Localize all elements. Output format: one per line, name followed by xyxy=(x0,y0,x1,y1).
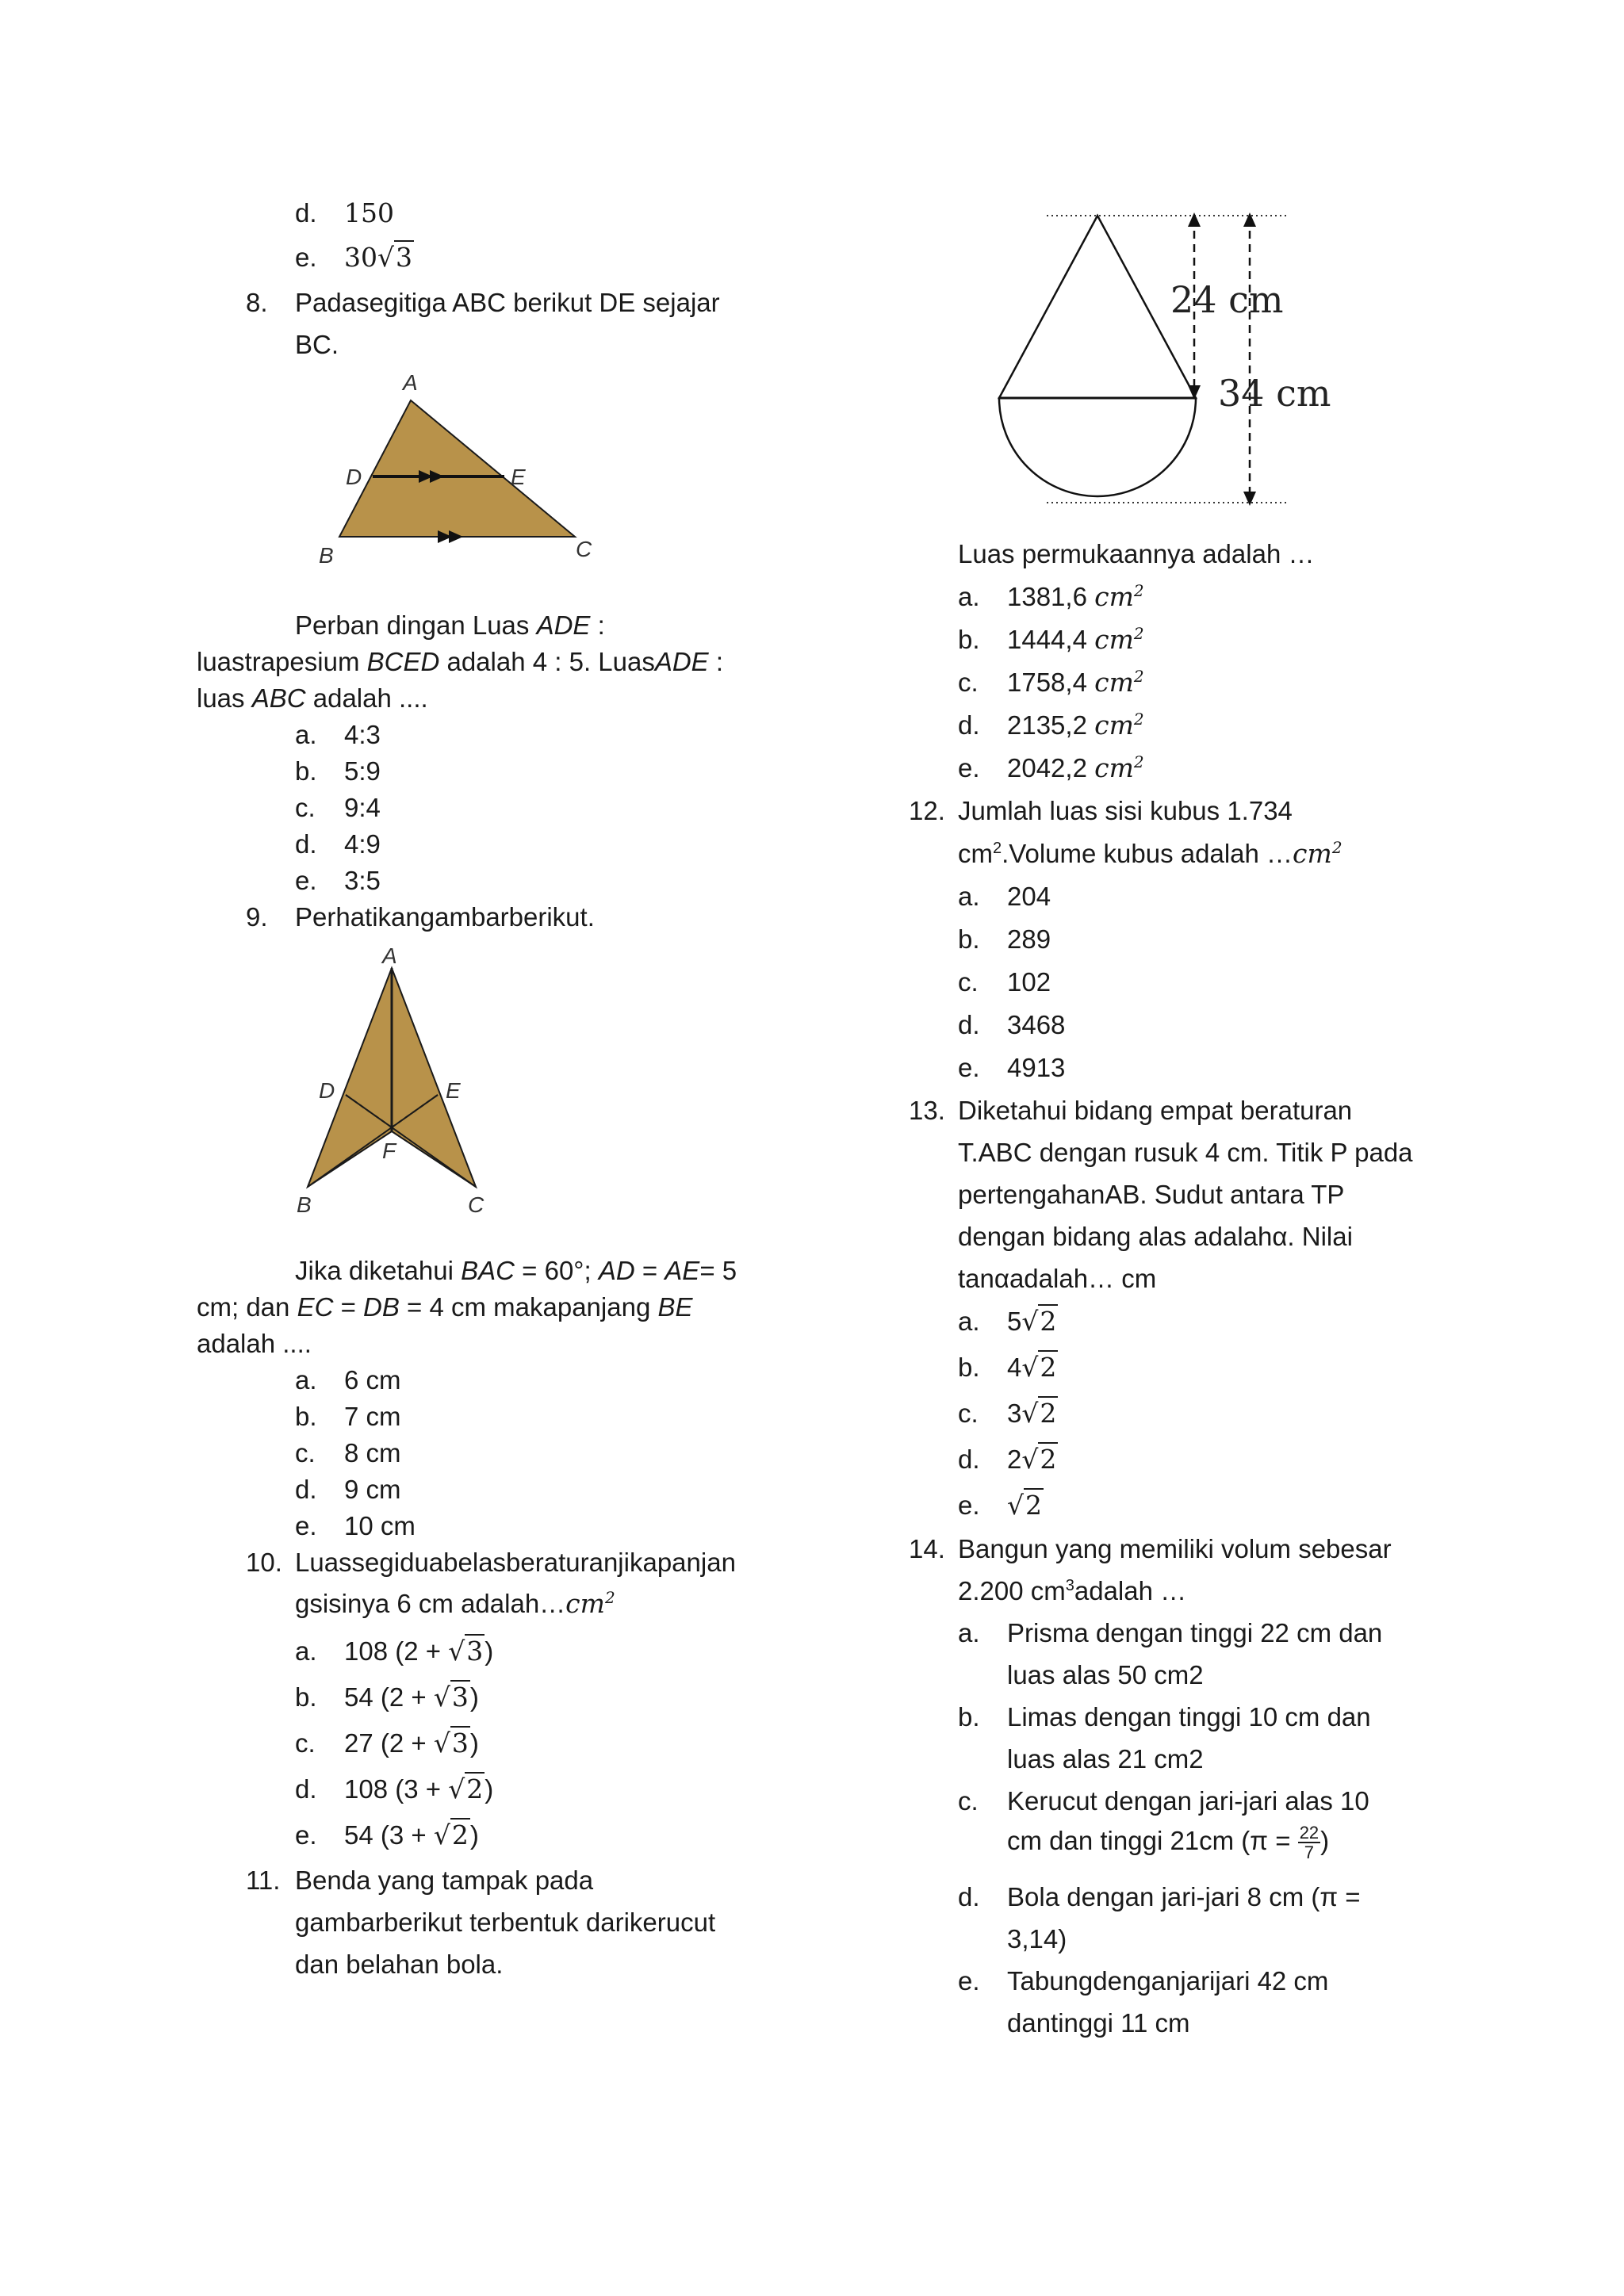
sqrt-symbol: √3 xyxy=(433,1682,469,1712)
text-run: : xyxy=(708,647,724,676)
q9-line1 xyxy=(246,902,595,932)
text-run-italic: BCED xyxy=(366,647,440,676)
text-run-italic: AE xyxy=(665,1256,700,1285)
q10-line1 xyxy=(246,1548,736,1578)
q10-option-a xyxy=(295,1636,493,1667)
sqrt-symbol: √2 xyxy=(1021,1444,1057,1475)
q13-option-a xyxy=(958,1307,1058,1337)
q12-line1 xyxy=(909,796,1293,826)
radicand: 2 xyxy=(1040,1306,1057,1337)
radicand: 2 xyxy=(1025,1490,1043,1521)
option-text: ) xyxy=(469,1682,479,1712)
fraction-denominator: 7 xyxy=(1304,1843,1315,1863)
q10-option-d xyxy=(295,1774,493,1804)
q10-option-b xyxy=(295,1682,479,1712)
text-run-italic: BE xyxy=(657,1292,693,1322)
text-run-italic: BAC xyxy=(461,1256,515,1285)
dim-24-label: 24 cm xyxy=(1170,278,1284,321)
q9-option-a xyxy=(295,1365,401,1395)
text-run: adalah .... xyxy=(305,683,428,713)
radicand: 3 xyxy=(451,1728,469,1758)
option-label: e. xyxy=(958,1053,980,1082)
q10-option-c xyxy=(295,1728,479,1758)
option-text: 3468 xyxy=(1007,1010,1066,1039)
label-f: F xyxy=(382,1138,396,1163)
q14-option-d-line2: 3,14) xyxy=(1007,1924,1067,1954)
option-label: e. xyxy=(295,1820,317,1850)
sqrt-symbol: √2 xyxy=(448,1774,484,1804)
option-text: 2135,2 xyxy=(1007,710,1095,740)
option-text: 102 xyxy=(1007,967,1051,997)
q14-option-a-line1 xyxy=(958,1618,1382,1648)
option-text: Limas dengan tinggi 10 cm dan xyxy=(1007,1702,1371,1732)
q13-option-e xyxy=(958,1490,1044,1521)
superscript: 2 xyxy=(993,840,1002,857)
dim-34-label: 34 cm xyxy=(1218,372,1331,415)
option-text: Prisma dengan tinggi 22 cm dan xyxy=(1007,1618,1383,1647)
q14-option-b-line2: luas alas 21 cm2 xyxy=(1007,1744,1204,1774)
option-text: 10 cm xyxy=(344,1511,416,1540)
option-label: c. xyxy=(958,668,979,697)
unit-exponent: 2 xyxy=(1133,710,1144,729)
option-label: d. xyxy=(958,710,980,740)
option-label: a. xyxy=(958,1307,980,1336)
option-text: Tabungdenganjarijari 42 cm xyxy=(1007,1966,1329,1996)
q11-line1 xyxy=(246,1866,593,1896)
unit-exponent: 2 xyxy=(1133,667,1144,686)
q12-option-d xyxy=(958,1010,1065,1040)
q9-option-b xyxy=(295,1402,401,1432)
q12-option-e xyxy=(958,1053,1065,1083)
label-b: B xyxy=(297,1192,312,1217)
question-number: 8. xyxy=(246,288,268,317)
dim-34-arrow-bottom xyxy=(1243,492,1256,506)
fraction-numerator: 22 xyxy=(1299,1823,1320,1843)
q8-option-d xyxy=(295,829,381,859)
unit: cm xyxy=(565,1588,605,1619)
question-number: 9. xyxy=(246,902,268,932)
q8-line1 xyxy=(246,288,720,318)
question-number: 11. xyxy=(246,1866,281,1895)
text-run: = 60°; xyxy=(514,1256,599,1285)
q12-line2 xyxy=(958,839,1342,869)
text-run: Jika diketahui xyxy=(295,1256,462,1285)
sqrt-symbol: √2 xyxy=(433,1820,469,1850)
option-text: ) xyxy=(485,1774,494,1804)
text-run: .Volume kubus adalah … xyxy=(1002,839,1293,868)
text-run: luas xyxy=(197,683,252,713)
option-coef: 3 xyxy=(1007,1399,1022,1428)
hemisphere xyxy=(999,398,1196,496)
dim-24-arrow-top xyxy=(1188,212,1201,227)
q13-option-d xyxy=(958,1445,1058,1475)
question-text: Padasegitiga ABC berikut DE sejajar xyxy=(295,288,720,317)
radicand: 2 xyxy=(1040,1444,1057,1475)
option-label: b. xyxy=(958,924,980,954)
option-text: 1758,4 xyxy=(1007,668,1095,697)
option-text: 204 xyxy=(1007,882,1051,911)
option-text: 108 (2 + xyxy=(344,1636,449,1666)
sqrt-symbol: √2 xyxy=(1021,1352,1057,1383)
label-b: B xyxy=(319,543,334,568)
option-text: 5:9 xyxy=(344,756,381,786)
option-text: Kerucut dengan jari-jari alas 10 xyxy=(1007,1786,1369,1816)
option-label: e. xyxy=(958,1490,980,1520)
text-run: = 5 xyxy=(699,1256,737,1285)
text-run-italic: EC xyxy=(297,1292,334,1322)
q9-option-d xyxy=(295,1475,401,1505)
question-number: 14. xyxy=(909,1534,945,1563)
question-text: Benda yang tampak pada xyxy=(295,1866,594,1895)
radicand: 3 xyxy=(451,1682,469,1712)
option-label: b. xyxy=(958,1702,980,1732)
q8-option-b xyxy=(295,756,381,786)
text-run-italic: ADE xyxy=(654,647,709,676)
q11-line3: dan belahan bola. xyxy=(295,1950,504,1979)
q12-option-a xyxy=(958,882,1051,912)
option-label: c. xyxy=(295,1438,316,1468)
label-c: C xyxy=(468,1192,485,1217)
option-label: c. xyxy=(958,1399,979,1428)
option-text: 7 cm xyxy=(344,1402,401,1431)
unit: cm xyxy=(1094,667,1134,698)
option-label: e. xyxy=(295,243,317,272)
text-run: = xyxy=(333,1292,364,1322)
question-number: 13. xyxy=(909,1096,945,1125)
option-label: a. xyxy=(295,1365,317,1395)
option-label: a. xyxy=(295,1636,317,1666)
q10-line2 xyxy=(295,1589,615,1619)
question-number: 12. xyxy=(909,796,945,825)
option-label: c. xyxy=(958,1786,979,1816)
label-c: C xyxy=(576,537,592,561)
option-text: 4913 xyxy=(1007,1053,1066,1082)
option-label: b. xyxy=(295,1682,317,1712)
option-text: 6 cm xyxy=(344,1365,401,1395)
radicand: 3 xyxy=(466,1636,484,1667)
q11-prompt: Luas permukaannya adalah … xyxy=(958,539,1315,568)
fraction xyxy=(1298,1823,1320,1862)
option-coef: 30 xyxy=(344,242,377,273)
q9-option-e xyxy=(295,1511,416,1541)
option-text: Bola dengan jari-jari 8 cm (π = xyxy=(1007,1882,1361,1911)
option-text: 108 (3 + xyxy=(344,1774,449,1804)
q8-line2: BC. xyxy=(295,330,339,359)
option-text: 8 cm xyxy=(344,1438,401,1468)
triangle-abc-figure xyxy=(309,369,626,575)
option-label: b. xyxy=(295,1402,317,1431)
dim-34-arrow-top xyxy=(1243,212,1256,227)
option-text: 9 cm xyxy=(344,1475,401,1504)
option-text: 289 xyxy=(1007,924,1051,954)
question-text: Perhatikangambarberikut. xyxy=(295,902,595,932)
question-text: Diketahui bidang empat beraturan xyxy=(958,1096,1353,1125)
q13-line1 xyxy=(909,1096,1352,1126)
q14-line2 xyxy=(958,1576,1186,1606)
option-label: c. xyxy=(295,1728,316,1758)
q12-option-c xyxy=(958,967,1051,997)
text-run: ) xyxy=(1320,1825,1330,1855)
option-text: 54 (2 + xyxy=(344,1682,434,1712)
sqrt-symbol: √2 xyxy=(1021,1398,1057,1429)
radicand: 2 xyxy=(451,1820,469,1850)
q14-option-c-line1 xyxy=(958,1786,1369,1816)
radicand: 2 xyxy=(1040,1398,1057,1429)
q12-option-b xyxy=(958,924,1051,955)
question-text: Bangun yang memiliki volum sebesar xyxy=(958,1534,1392,1563)
option-text: 27 (2 + xyxy=(344,1728,434,1758)
q10-option-e xyxy=(295,1820,479,1850)
option-label: d. xyxy=(295,1774,317,1804)
option-label: a. xyxy=(958,582,980,611)
q14-option-e-line1 xyxy=(958,1966,1328,1996)
question-text: gsisinya 6 cm adalah… xyxy=(295,1589,566,1618)
q13-option-c xyxy=(958,1399,1058,1429)
option-coef: 4 xyxy=(1007,1353,1022,1382)
option-label: b. xyxy=(295,756,317,786)
option-label: c. xyxy=(295,793,316,822)
label-d: D xyxy=(346,465,362,489)
text-run: : xyxy=(590,610,605,640)
radicand: 2 xyxy=(466,1774,484,1804)
option-label: e. xyxy=(295,1511,317,1540)
unit: cm xyxy=(1094,710,1134,740)
sqrt-symbol: √3 xyxy=(377,242,413,273)
sqrt-symbol: √3 xyxy=(433,1728,469,1758)
q7-option-e xyxy=(295,243,414,273)
q8-option-c xyxy=(295,793,381,823)
text-run: cm; dan xyxy=(197,1292,297,1322)
label-a: A xyxy=(382,943,397,968)
sqrt-symbol: √2 xyxy=(1021,1306,1057,1337)
label-e: E xyxy=(446,1078,461,1103)
option-text: 4:9 xyxy=(344,829,381,859)
q14-option-c-line2 xyxy=(1007,1823,1329,1862)
option-label: a. xyxy=(958,882,980,911)
label-a: A xyxy=(403,370,418,395)
superscript: 3 xyxy=(1065,1577,1074,1594)
q14-line1 xyxy=(909,1534,1392,1564)
text-run-italic: ADE xyxy=(536,610,591,640)
unit: cm xyxy=(1094,752,1134,783)
sqrt-symbol: √3 xyxy=(448,1636,484,1667)
q14-option-a-line2: luas alas 50 cm2 xyxy=(1007,1660,1204,1689)
option-text: ) xyxy=(469,1820,479,1850)
q8-option-e xyxy=(295,866,381,896)
q8-option-a xyxy=(295,720,381,750)
option-label: c. xyxy=(958,967,979,997)
unit-exponent: 2 xyxy=(604,1588,615,1607)
option-label: a. xyxy=(958,1618,980,1647)
text-run: = 4 cm makapanjang xyxy=(399,1292,658,1322)
q13-option-b xyxy=(958,1353,1058,1383)
text-run: cm xyxy=(958,839,993,868)
option-text: 3:5 xyxy=(344,866,381,895)
text-run: adalah 4 : 5. Luas xyxy=(439,647,655,676)
option-text: 1444,4 xyxy=(1007,625,1095,654)
q13-line2: T.ABC dengan rusuk 4 cm. Titik P pada xyxy=(958,1138,1413,1167)
text-run: = xyxy=(634,1256,665,1285)
q13-line4: dengan bidang alas adalahα. Nilai xyxy=(958,1222,1353,1251)
q7-option-d xyxy=(295,198,394,228)
text-run: 2.200 cm xyxy=(958,1576,1066,1605)
q13-line3: pertengahanAB. Sudut antara TP xyxy=(958,1180,1345,1209)
option-label: e. xyxy=(295,866,317,895)
option-text: ) xyxy=(485,1636,494,1666)
sqrt-symbol: √2 xyxy=(1007,1490,1043,1521)
unit-exponent: 2 xyxy=(1133,752,1144,771)
q9-paragraph-line2 xyxy=(197,1292,693,1322)
question-number: 10. xyxy=(246,1548,282,1577)
cone-hemisphere-figure xyxy=(983,198,1332,515)
option-text: 2042,2 xyxy=(1007,753,1095,783)
q14-option-d-line1 xyxy=(958,1882,1361,1912)
radicand: 2 xyxy=(1040,1352,1057,1383)
q11-option-c xyxy=(958,668,1144,698)
option-text: 150 xyxy=(344,197,394,228)
option-label: d. xyxy=(295,198,317,228)
q11-option-e xyxy=(958,753,1144,783)
text-run: adalah … xyxy=(1074,1576,1187,1605)
q14-option-e-line2: dantinggi 11 cm xyxy=(1007,2008,1190,2038)
option-label: d. xyxy=(958,1010,980,1039)
q11-option-d xyxy=(958,710,1144,740)
q13-line5: tanαadalah… cm xyxy=(958,1264,1157,1293)
option-label: b. xyxy=(958,1353,980,1382)
q11-option-a xyxy=(958,582,1144,612)
option-coef: 2 xyxy=(1007,1445,1022,1474)
triangle-abc xyxy=(339,400,575,537)
text-run-italic: DB xyxy=(363,1292,400,1322)
label-d: D xyxy=(319,1078,335,1103)
option-label: d. xyxy=(295,1475,317,1504)
q11-line2: gambarberikut terbentuk darikerucut xyxy=(295,1908,716,1937)
option-label: e. xyxy=(958,1966,980,1996)
q8-paragraph-line1 xyxy=(295,610,605,641)
option-coef: 5 xyxy=(1007,1307,1022,1336)
option-text: 4:3 xyxy=(344,720,381,749)
kite-figure xyxy=(285,939,508,1225)
q11-option-b xyxy=(958,625,1144,655)
q9-paragraph-line3: adalah .... xyxy=(197,1329,312,1358)
option-text: ) xyxy=(469,1728,479,1758)
q8-paragraph-line2 xyxy=(197,647,723,677)
question-text: Luassegiduabelasberaturanjikapanjan xyxy=(295,1548,736,1577)
radicand: 3 xyxy=(396,242,413,273)
text-run: cm dan tinggi 21cm (π = xyxy=(1007,1825,1291,1855)
label-e: E xyxy=(511,465,526,489)
q9-paragraph-line1 xyxy=(295,1256,737,1286)
question-text: Jumlah luas sisi kubus 1.734 xyxy=(958,796,1293,825)
option-label: a. xyxy=(295,720,317,749)
option-text: 1381,6 xyxy=(1007,582,1095,611)
unit-exponent: 2 xyxy=(1133,624,1144,643)
q9-option-c xyxy=(295,1438,401,1468)
text-run: luastrapesium xyxy=(197,647,367,676)
unit: cm xyxy=(1094,581,1134,612)
option-text: 9:4 xyxy=(344,793,381,822)
option-label: e. xyxy=(958,753,980,783)
option-label: b. xyxy=(958,625,980,654)
text-run: Perban dingan Luas xyxy=(295,610,537,640)
unit: cm xyxy=(1094,624,1134,655)
option-text: 54 (3 + xyxy=(344,1820,434,1850)
text-run-italic: AD xyxy=(598,1256,635,1285)
q14-option-b-line1 xyxy=(958,1702,1371,1732)
unit-exponent: 2 xyxy=(1133,581,1144,600)
text-run-italic: ABC xyxy=(251,683,306,713)
option-label: d. xyxy=(295,829,317,859)
unit-exponent: 2 xyxy=(1331,838,1342,857)
option-label: d. xyxy=(958,1882,980,1911)
unit: cm xyxy=(1293,838,1332,869)
cone xyxy=(999,216,1196,398)
option-label: d. xyxy=(958,1445,980,1474)
q8-paragraph-line3 xyxy=(197,683,428,714)
